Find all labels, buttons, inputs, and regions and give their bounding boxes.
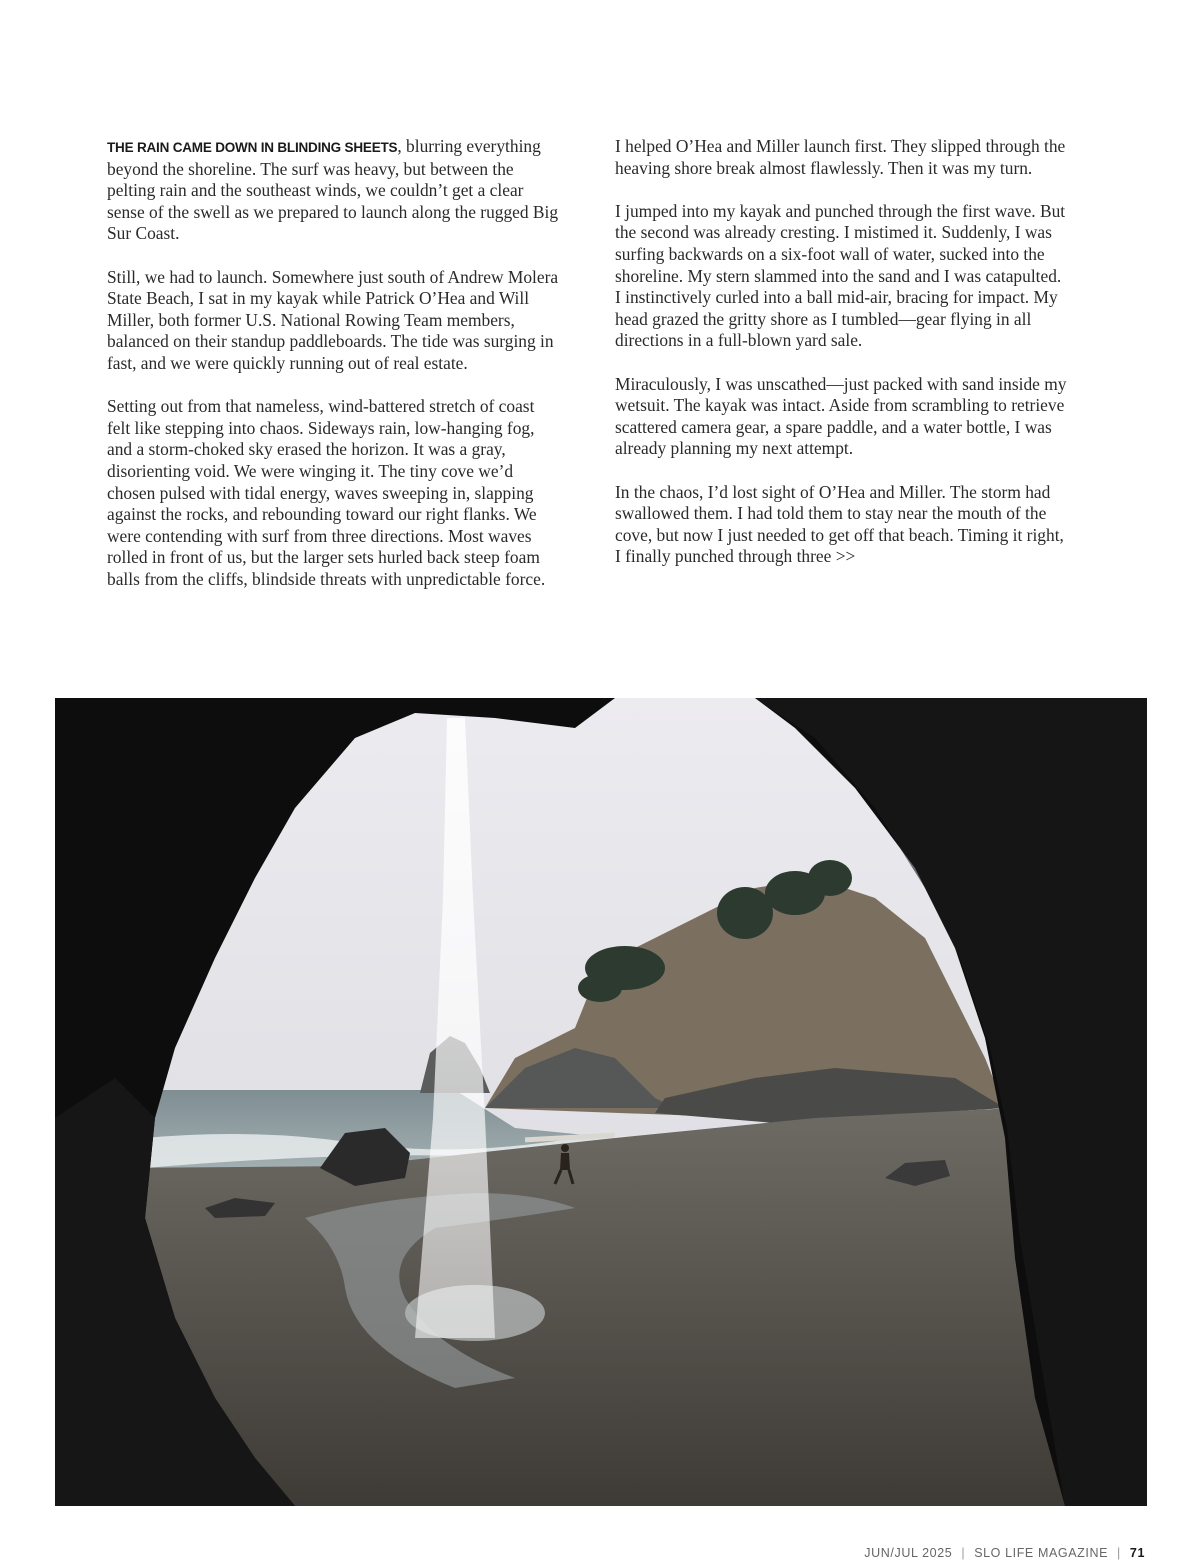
article-paragraph: Still, we had to launch. Somewhere just south of Andrew Molera State Beach, I sat in my kayak while Patrick O’Hea and Will Miller, both former U.S. National Rowing Team members, balanced on their standup paddleboards. The tide was surging in fast, and we were quickly running out of real estate. (107, 266, 559, 373)
article-paragraph: Setting out from that nameless, wind-battered stretch of coast felt like stepping into chaos. Sideways rain, low-hanging fog, and a storm-choked sky erased the horizon. It was a gray, disorienting void. We were winging it. The tiny cove we’d chosen pulsed with tidal energy, waves sweeping in, slapping against the rocks, and rebounding toward our right flanks. We were contending with surf from three directions. Most waves rolled in front of us, but the larger sets hurled back steep foam balls from the cliffs, blindside threats with unpredictable force. (107, 396, 546, 589)
article-column-left (107, 136, 559, 612)
issue-date: JUN/JUL 2025 (864, 1546, 953, 1560)
article-paragraph: In the chaos, I’d lost sight of O’Hea and Miller. The storm had swallowed them. I had told them to stay near the mouth of the cove, but now I just needed to get off that beach. Timing it right, I finally punched through three >> (615, 481, 1064, 567)
footer-separator: | (961, 1546, 966, 1560)
article-paragraph: I helped O’Hea and Miller launch first. They slipped through the heaving shore break almost flawlessly. Then it was my turn. (615, 136, 1066, 178)
footer-separator: | (1117, 1546, 1121, 1560)
article-paragraph (107, 136, 559, 245)
lead-in: THE RAIN CAME DOWN IN BLINDING SHEETS (107, 140, 398, 155)
page-number: 71 (1129, 1546, 1145, 1560)
paragraph-text: , blurring everything beyond the shoreline. The surf was heavy, but between the pelting rain and the southeast winds, we couldn’t get a clear sense of the swell as we prepared to launch along the rugged Big Sur Coast. (107, 136, 559, 244)
article-paragraph: I jumped into my kayak and punched through the first wave. But the second was already cresting. I mistimed it. Suddenly, I was surfing backwards on a six-foot wall of water, sucked into the shoreline. My stern slammed into the sand and I was catapulted. I instinctively curled into a ball mid-air, bracing for impact. My head grazed the gritty shore as I tumbled—gear flying in all directions in a full-blown yard sale. (615, 200, 1066, 351)
sea-cave-photo (55, 698, 1147, 1506)
photo-illustration (55, 698, 1147, 1506)
article-column-right (615, 136, 1067, 589)
magazine-name: SLO LIFE MAGAZINE (974, 1546, 1109, 1560)
article-paragraph: Miraculously, I was unscathed—just packed with sand inside my wetsuit. The kayak was intact. Aside from scrambling to retrieve scattered camera gear, a spare paddle, and a water bottle, I was already planning my next attempt. (615, 373, 1067, 459)
